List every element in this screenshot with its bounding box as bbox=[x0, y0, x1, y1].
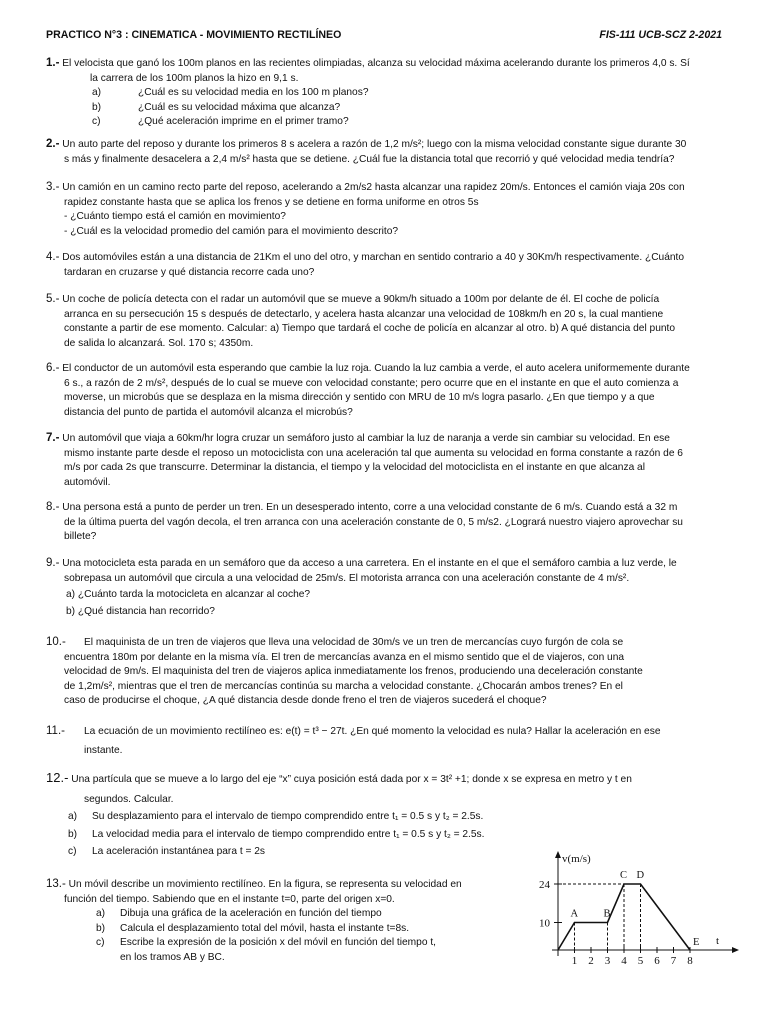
problem-4 bbox=[46, 250, 714, 280]
problem-number: 11.- bbox=[46, 725, 65, 737]
x-tick-label: 2 bbox=[588, 955, 594, 967]
item-text: ¿Cuál es su velocidad media en los 100 m planos? bbox=[138, 87, 369, 99]
problem-number: 6.- bbox=[46, 362, 60, 374]
problem-text: distancia del punto de partida el automóvil alcanza el microbús? bbox=[64, 406, 353, 418]
problem-text: 6 s., a razón de 2 m/s², después de lo cual se mueve con velocidad constante; pero ocurre que en el instante en que el auto comienza a bbox=[64, 377, 679, 389]
item-label: a) bbox=[68, 811, 78, 823]
problem-text: tardaran en cruzarse y qué distancia recorre cada uno? bbox=[64, 266, 315, 278]
point-label: E bbox=[693, 937, 700, 948]
problem-text: de 1,2m/s², mientras que el tren de mercancías continúa su marcha a velocidad constante. ¿Chocarán ambos trenes? En el bbox=[64, 680, 623, 692]
item-text: Escribe la expresión de la posición x del móvil en función del tiempo t, bbox=[120, 937, 436, 949]
problem-text: Dos automóviles están a una distancia de 21Km el uno del otro, y marchan en sentido contrario a 40 y 30Km/h respectivamente. ¿Cuánto bbox=[62, 252, 685, 263]
x-axis-title: t bbox=[716, 935, 720, 947]
problem-text: Un auto parte del reposo y durante los primeros 8 s acelera a razón de 1,2 m/s²; luego con la misma velocidad constante sigue durante 30 bbox=[62, 139, 687, 150]
problem-text: s más y finalmente desacelera a 2,4 m/s² hasta que se detiene. ¿Cuál fue la distancia total que recorrió y qué velocidad media tendría? bbox=[64, 153, 675, 165]
problem-number: 8.- bbox=[46, 501, 60, 513]
x-tick-label: 5 bbox=[637, 955, 644, 967]
problem-text: La ecuación de un movimiento rectilíneo es: e(t) = t³ − 27t. ¿En qué momento la velocidad es nula? Hallar la aceleración en ese bbox=[84, 726, 661, 737]
x-tick-label: 6 bbox=[654, 955, 660, 967]
problem-1 bbox=[46, 56, 714, 130]
problem-text: la carrera de los 100m planos la hizo en 9,1 s. bbox=[90, 72, 299, 84]
problem-number: 5.- bbox=[46, 293, 60, 305]
velocity-time-graph bbox=[520, 848, 740, 968]
document-title: PRACTICO N°3 : CINEMATICA - MOVIMIENTO RECTILÍNEO bbox=[46, 29, 342, 41]
y-axis-title: v(m/s) bbox=[562, 853, 591, 865]
problem-number: 12.- bbox=[46, 770, 69, 785]
item-label: b) bbox=[96, 922, 106, 934]
document-header bbox=[46, 28, 722, 43]
problem-2 bbox=[46, 137, 714, 167]
problem-text: - ¿Cuál es la velocidad promedio del camión para el movimiento descrito? bbox=[64, 225, 399, 237]
problem-number: 10.- bbox=[46, 636, 66, 648]
problem-text: m/s por cada 2s que transcurre. Determinar la distancia, el tiempo y la velocidad del motociclista en el instante en que alcanza al bbox=[64, 462, 645, 474]
item-label: c) bbox=[68, 846, 77, 858]
problem-text: mismo instante parte desde el reposo un motociclista con una aceleración tal que aumenta su velocidad en forma constante a razón de 6 bbox=[64, 447, 683, 459]
problem-text: velocidad de 9m/s. El maquinista del tren de viajeros aplica inmediatamente los frenos, produciendo una deceleración constante bbox=[64, 666, 643, 678]
x-axis-arrow bbox=[732, 947, 739, 953]
point-label: B bbox=[603, 908, 611, 920]
problem-text: caso de producirse el choque, ¿A qué distancia desde donde freno el tren de viajeros sucederá el choque? bbox=[64, 695, 547, 707]
x-tick-label: 4 bbox=[621, 955, 627, 967]
x-tick-label: 1 bbox=[571, 955, 578, 967]
problem-7 bbox=[46, 431, 714, 490]
problem-text: encuentra 180m por delante en la misma vía. El tren de mercancías avanza en el mismo sentido que el de viajeros, con una bbox=[64, 651, 625, 663]
problem-text: de la última puerta del vagón decola, el tren arranca con una aceleración constante de 0, 5 m/s2. ¿Logrará nuestro viajero aprovechar su bbox=[64, 516, 683, 528]
problem-text: función del tiempo. Sabiendo que en el instante t=0, parte del origen x=0. bbox=[64, 893, 395, 905]
problem-text: sobrepasa un automóvil que circula a una velocidad de 25m/s. El motorista arranca con una aceleración constante de 4 m/s². bbox=[64, 572, 630, 584]
problem-number: 9.- bbox=[46, 557, 60, 569]
graph-axes bbox=[552, 851, 739, 956]
problem-text: moverse, un microbús que se desplaza en la misma dirección y sentido con MRU de 10 m/s logra pasarlo. ¿En que tiempo y a que bbox=[64, 392, 655, 404]
point-label: A bbox=[570, 908, 579, 920]
problem-9 bbox=[46, 556, 714, 619]
item-label: a) bbox=[96, 908, 106, 920]
problem-text: billete? bbox=[64, 531, 97, 543]
problem-10 bbox=[46, 635, 714, 709]
problem-number: 4.- bbox=[46, 251, 60, 263]
point-label: C bbox=[620, 870, 628, 881]
problem-text: El velocista que ganó los 100m planos en las recientes olimpiadas, alcanza su velocidad máxima acelerando durante los primeros 4,0 s. Sí bbox=[62, 58, 690, 69]
problem-text: Un móvil describe un movimiento rectilíneo. En la figura, se representa su velocidad en bbox=[68, 879, 462, 890]
x-tick-label: 3 bbox=[604, 955, 611, 967]
item-text: en los tramos AB y BC. bbox=[120, 951, 225, 963]
problem-text: Un camión en un camino recto parte del reposo, acelerando a 2m/s2 hasta alcanzar una rapidez 20m/s. Entonces el camión viaja 20s con bbox=[62, 182, 685, 193]
problem-number: 7.- bbox=[46, 432, 60, 444]
item-text: Calcula el desplazamiento total del móvil, hasta el instante t=8s. bbox=[120, 922, 410, 934]
course-code: FIS-111 UCB-SCZ 2-2021 bbox=[599, 29, 722, 41]
problem-3 bbox=[46, 180, 714, 239]
item-text: La velocidad media para el intervalo de tiempo comprendido entre t₁ = 0.5 s y t₂ = 2.5s. bbox=[92, 828, 485, 840]
item-text: La aceleración instantánea para t = 2s bbox=[92, 846, 266, 858]
item-text: ¿Qué aceleración imprime en el primer tramo? bbox=[138, 116, 349, 128]
problem-number: 3.- bbox=[46, 181, 60, 193]
item-text: Dibuja una gráfica de la aceleración en función del tiempo bbox=[120, 908, 382, 920]
problem-number: 1.- bbox=[46, 57, 60, 69]
problem-text: automóvil. bbox=[64, 476, 111, 488]
x-tick-label: 7 bbox=[670, 955, 677, 967]
item-label: a) bbox=[92, 87, 102, 99]
y-tick-label: 10 bbox=[539, 917, 550, 930]
problem-text: Una partícula que se mueve a lo largo del eje “x” cuya posición está dada por x = 3t² +1; donde x se expresa en metro y t en bbox=[71, 774, 632, 785]
problem-6 bbox=[46, 361, 714, 420]
x-tick-label: 8 bbox=[687, 955, 693, 967]
y-axis-arrow bbox=[555, 851, 561, 858]
problem-text: rapidez constante hasta que se aplica los frenos y se detiene en forma uniforme en otros 5s bbox=[64, 196, 479, 208]
problem-text: Una motocicleta esta parada en un semáforo que da acceso a una carretera. En el instante en el que el semáforo cambia a luz verde, le bbox=[62, 558, 677, 569]
problem-text: segundos. Calcular. bbox=[84, 793, 174, 805]
item-text: ¿Cuál es su velocidad máxima que alcanza? bbox=[138, 101, 341, 113]
problem-text: El maquinista de un tren de viajeros que lleva una velocidad de 30m/s ve un tren de mercancías cuyo furgón de cola se bbox=[84, 637, 624, 648]
problem-text: arranca en su persecución 15 s después de detectarlo, y acelera hasta alcanzar una velocidad de 108km/h en 20 s, la cual mantiene bbox=[64, 308, 664, 320]
problem-text: Una persona está a punto de perder un tren. En un desesperado intento, corre a una velocidad constante de 6 m/s. Cuando está a 32 m bbox=[62, 502, 678, 513]
problem-11 bbox=[46, 724, 714, 758]
problem-12 bbox=[46, 771, 714, 860]
problem-text: de salida lo alcanzará. Sol. 170 s; 4350m. bbox=[64, 337, 254, 349]
problem-question: a) ¿Cuánto tarda la motocicleta en alcanzar al coche? bbox=[66, 589, 311, 601]
problem-question: b) ¿Qué distancia han recorrido? bbox=[66, 605, 215, 617]
problem-text: - ¿Cuánto tiempo está el camión en movimiento? bbox=[64, 211, 286, 223]
problem-13 bbox=[46, 877, 486, 966]
item-label: c) bbox=[96, 937, 105, 949]
point-label: D bbox=[636, 870, 645, 881]
problem-number: 2.- bbox=[46, 138, 60, 150]
problem-text: El conductor de un automóvil esta esperando que cambie la luz roja. Cuando la luz cambia a verde, el auto acelera uniformemente durante bbox=[62, 363, 690, 374]
problem-text: Un automóvil que viaja a 60km/hr logra cruzar un semáforo justo al cambiar la luz de naranja a verde sin cambiar su velocidad. En ese bbox=[62, 433, 670, 444]
item-text: Su desplazamiento para el intervalo de tiempo comprendido entre t₁ = 0.5 s y t₂ = 2.5s. bbox=[92, 811, 484, 823]
problem-text: instante. bbox=[84, 744, 123, 756]
item-label: b) bbox=[68, 828, 78, 840]
problem-text: Un coche de policía detecta con el radar un automóvil que se mueve a 90km/h situado a 100m por delante de él. El coche de policía bbox=[62, 294, 660, 305]
problem-text: constante a partir de ese momento. Calcular: a) Tiempo que tardará el coche de policía en alcanzar al otro. b) A qué distancia del punto bbox=[64, 323, 676, 335]
problem-5 bbox=[46, 292, 714, 351]
item-label: c) bbox=[92, 116, 101, 128]
problem-number: 13.- bbox=[46, 878, 66, 890]
problem-8 bbox=[46, 500, 714, 545]
item-label: b) bbox=[92, 101, 102, 113]
y-tick-label: 24 bbox=[539, 879, 550, 891]
